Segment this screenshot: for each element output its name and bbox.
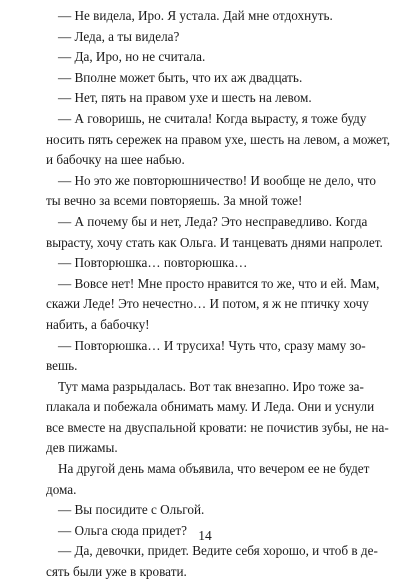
text-line: — Леда, а ты видела?	[58, 28, 180, 44]
text-line: — Да, Иро, но не считала.	[58, 49, 206, 65]
text-line: ты вечно за всеми повторяешь. За мной тоже!	[46, 193, 303, 209]
text-line: сять были уже в кровати.	[46, 564, 187, 580]
text-line: скажи Леде! Это нечестно… И потом, я ж не птичку хочу	[46, 296, 369, 312]
text-line: — Не видела, Иро. Я устала. Дай мне отдохнуть.	[58, 8, 333, 23]
page-number: 14	[198, 528, 212, 543]
text-line: дев пижамы.	[46, 440, 118, 456]
text-line: — Вполне может быть, что их аж двадцать.	[58, 69, 303, 85]
text-line: — Ольга сюда придет?	[58, 522, 187, 538]
text-line: — Нет, пять на правом ухе и шесть на левом.	[58, 90, 312, 106]
text-line: носить пять сережек на правом ухе, шесть на левом, а может,	[46, 131, 391, 147]
text-line: вырасту, хочу стать как Ольга. И танцевать днями напролет.	[46, 234, 383, 250]
text-line: плакала и побежала обнимать маму. И Леда. Они и уснули	[46, 399, 375, 415]
text-line: набить, а бабочку!	[46, 316, 150, 332]
text-line: — Вовсе нет! Мне просто нравится то же, что и ей. Мам,	[58, 275, 380, 291]
text-line: — Да, девочки, придет. Ведите себя хорошо, и чтоб в де-	[58, 543, 378, 559]
text-line: все вместе на двуспальной кровати: не почистив зубы, не на-	[46, 419, 389, 435]
text-line: На другой день мама объявила, что вечером ее не будет	[58, 461, 370, 477]
text-line: — А почему бы и нет, Леда? Это несправедливо. Когда	[58, 213, 368, 229]
text-line: вешь.	[46, 358, 78, 374]
text-line: Тут мама разрыдалась. Вот так внезапно. Иро тоже за-	[58, 378, 364, 394]
text-line: и бабочку на шее набью.	[46, 152, 185, 168]
text-line: — Но это же повторюшничество! И вообще не дело, что	[58, 172, 376, 188]
text-line: — Повторюшка… повторюшка…	[58, 255, 248, 271]
text-line: — Повторюшка… И трусиха! Чуть что, сразу маму зо-	[58, 337, 366, 353]
text-line: — Вы посидите с Ольгой.	[58, 502, 205, 518]
text-line: дома.	[46, 481, 77, 497]
body-text	[46, 6, 391, 583]
text-line: — А говоришь, не считала! Когда вырасту, я тоже буду	[58, 110, 367, 126]
